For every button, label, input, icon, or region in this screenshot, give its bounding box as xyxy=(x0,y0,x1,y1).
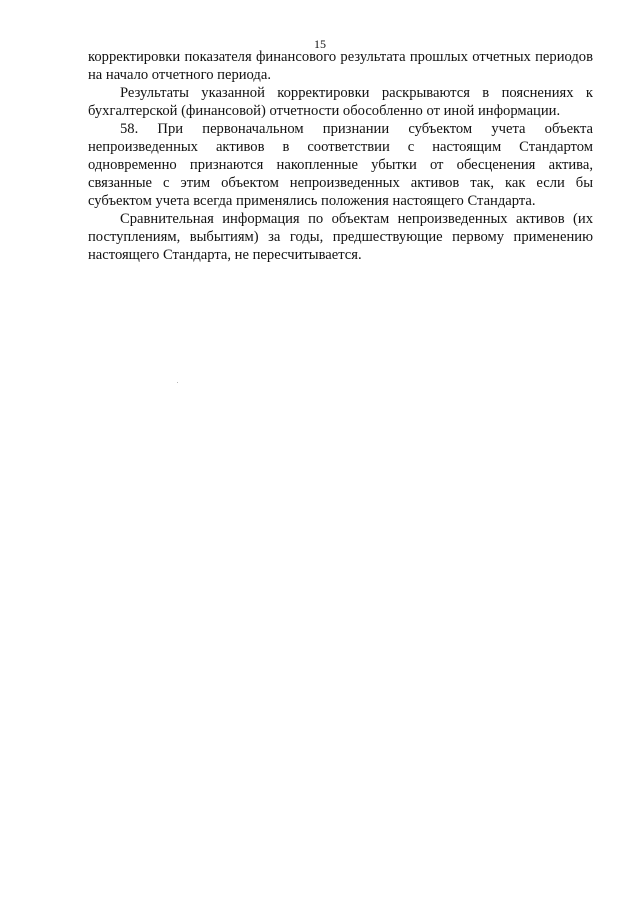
paragraph-comparative-info: Сравнительная информация по объектам непроизведенных активов (их поступлениям, выбытиям) за годы, предшествующие первому применению настоящего Стандарта, не пересчитывается. xyxy=(88,211,593,263)
document-body xyxy=(88,48,593,264)
page-number: 15 xyxy=(314,37,326,51)
paragraph-clause-58: 58. При первоначальном признании субъектом учета объекта непроизведенных активов в соответствии с настоящим Стандартом одновременно признаются накопленные убытки от обесценения актива, связанные с этим объектом непроизведенных активов так, как если бы субъектом учета всегда применялись положения настоящего Стандарта. xyxy=(88,121,593,209)
scan-speck xyxy=(177,382,178,383)
paragraph-continuation: корректировки показателя финансового результата прошлых отчетных периодов на начало отчетного периода. xyxy=(88,49,593,83)
paragraph-disclosure: Результаты указанной корректировки раскрываются в пояснениях к бухгалтерской (финансовой) отчетности обособленно от иной информации. xyxy=(88,85,593,119)
